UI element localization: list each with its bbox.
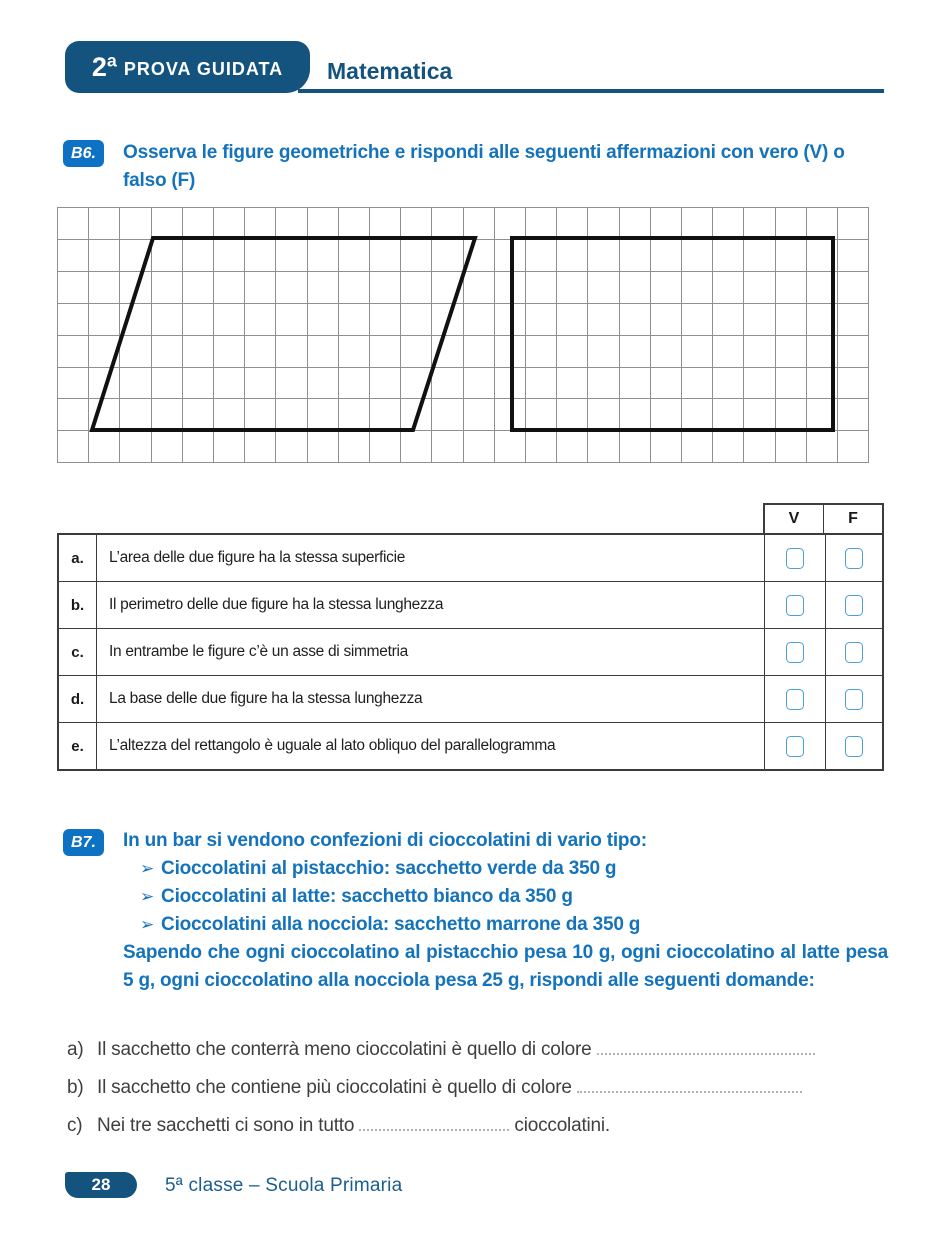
header-badge-number: 2ª — [91, 51, 117, 82]
cell-v — [765, 723, 825, 769]
question-text: Il sacchetto che contiene più cioccolatini è quello di colore — [97, 1077, 572, 1098]
question-c — [67, 1114, 867, 1137]
checkbox-v-d[interactable] — [786, 689, 804, 710]
answer-blank-a[interactable] — [597, 1038, 815, 1055]
row-letter: d. — [59, 676, 97, 722]
cell-v — [765, 582, 825, 628]
arrowhead-bullet-icon: ➢ — [140, 887, 155, 906]
cell-f — [825, 723, 882, 769]
question-b6-prompt: Osserva le figure geometriche e rispondi alle seguenti affermazioni con vero (V) o falso (F) — [123, 142, 845, 191]
question-text: Nei tre sacchetti ci sono in tutto — [97, 1115, 355, 1136]
row-statement: La base delle due figure ha la stessa lunghezza — [97, 676, 765, 722]
cell-f — [825, 582, 882, 628]
checkbox-v-e[interactable] — [786, 736, 804, 757]
bullet-item — [140, 911, 888, 939]
arrowhead-bullet-icon: ➢ — [140, 859, 155, 878]
header-rule — [298, 89, 884, 93]
row-letter: a. — [59, 535, 97, 581]
vf-header-v: V — [788, 510, 800, 527]
vf-header-f: F — [823, 505, 882, 533]
answer-blank-c[interactable] — [359, 1114, 509, 1131]
b6-figure-svg — [57, 207, 869, 463]
row-statement: L’altezza del rettangolo è uguale al lato obliquo del parallelogramma — [97, 723, 765, 769]
row-statement: Il perimetro delle due figure ha la stessa lunghezza — [97, 582, 765, 628]
checkbox-f-c[interactable] — [845, 642, 863, 663]
rectangle — [512, 238, 833, 430]
row-letter: b. — [59, 582, 97, 628]
cell-v — [765, 676, 825, 722]
bullet-item — [140, 883, 888, 911]
row-statement: L’area delle due figure ha la stessa superficie — [97, 535, 765, 581]
question-a — [67, 1038, 867, 1061]
row-statement: In entrambe le figure c’è un asse di simmetria — [97, 629, 765, 675]
question-letter: a) — [67, 1039, 84, 1060]
table-row-b — [59, 581, 882, 628]
b7-paragraph: Sapendo che ogni cioccolatino al pistacchio pesa 10 g, ogni cioccolatino al latte pesa 5 g, ogni cioccolatino alla nocciola pesa 25 g, rispondi alle seguenti domande: — [123, 942, 888, 991]
bullet-item — [140, 855, 888, 883]
question-b — [67, 1076, 867, 1099]
checkbox-f-d[interactable] — [845, 689, 863, 710]
bullet-text: Cioccolatini al latte: sacchetto bianco da 350 g — [161, 886, 573, 907]
header-subject: Matematica — [327, 58, 453, 84]
question-b7-badge: B7. — [63, 829, 104, 856]
checkbox-v-a[interactable] — [786, 548, 804, 569]
arrowhead-bullet-icon: ➢ — [140, 915, 155, 934]
checkbox-v-b[interactable] — [786, 595, 804, 616]
checkbox-f-e[interactable] — [845, 736, 863, 757]
row-letter: c. — [59, 629, 97, 675]
cell-f — [825, 676, 882, 722]
table-row-a — [59, 535, 882, 581]
b6-statements-table — [57, 533, 884, 771]
checkbox-v-c[interactable] — [786, 642, 804, 663]
question-letter: b) — [67, 1077, 84, 1098]
row-letter: e. — [59, 723, 97, 769]
question-b7-intro: In un bar si vendono confezioni di cioccolatini di vario tipo: — [123, 830, 647, 851]
table-row-e — [59, 722, 882, 769]
page-number-badge: 28 — [65, 1172, 137, 1198]
cell-f — [825, 535, 882, 581]
header-badge-label: PROVA GUIDATA — [123, 59, 284, 79]
cell-v — [765, 535, 825, 581]
parallelogram — [92, 238, 475, 430]
header-badge — [65, 41, 310, 93]
answer-blank-b[interactable] — [577, 1076, 802, 1093]
question-b6-badge: B6. — [63, 140, 104, 167]
table-row-c — [59, 628, 882, 675]
question-text: Il sacchetto che conterrà meno cioccolatini è quello di colore — [97, 1039, 592, 1060]
cell-v — [765, 629, 825, 675]
bullet-text: Cioccolatini al pistacchio: sacchetto verde da 350 g — [161, 858, 617, 879]
footer-text: 5ª classe – Scuola Primaria — [165, 1175, 403, 1196]
question-letter: c) — [67, 1115, 83, 1136]
b7-bullet-list — [140, 855, 888, 939]
bullet-text: Cioccolatini alla nocciola: sacchetto marrone da 350 g — [161, 914, 641, 935]
question-suffix: cioccolatini. — [514, 1115, 611, 1136]
vf-header — [763, 503, 884, 535]
checkbox-f-a[interactable] — [845, 548, 863, 569]
checkbox-f-b[interactable] — [845, 595, 863, 616]
cell-f — [825, 629, 882, 675]
geometry-figure — [57, 207, 869, 468]
table-row-d — [59, 675, 882, 722]
